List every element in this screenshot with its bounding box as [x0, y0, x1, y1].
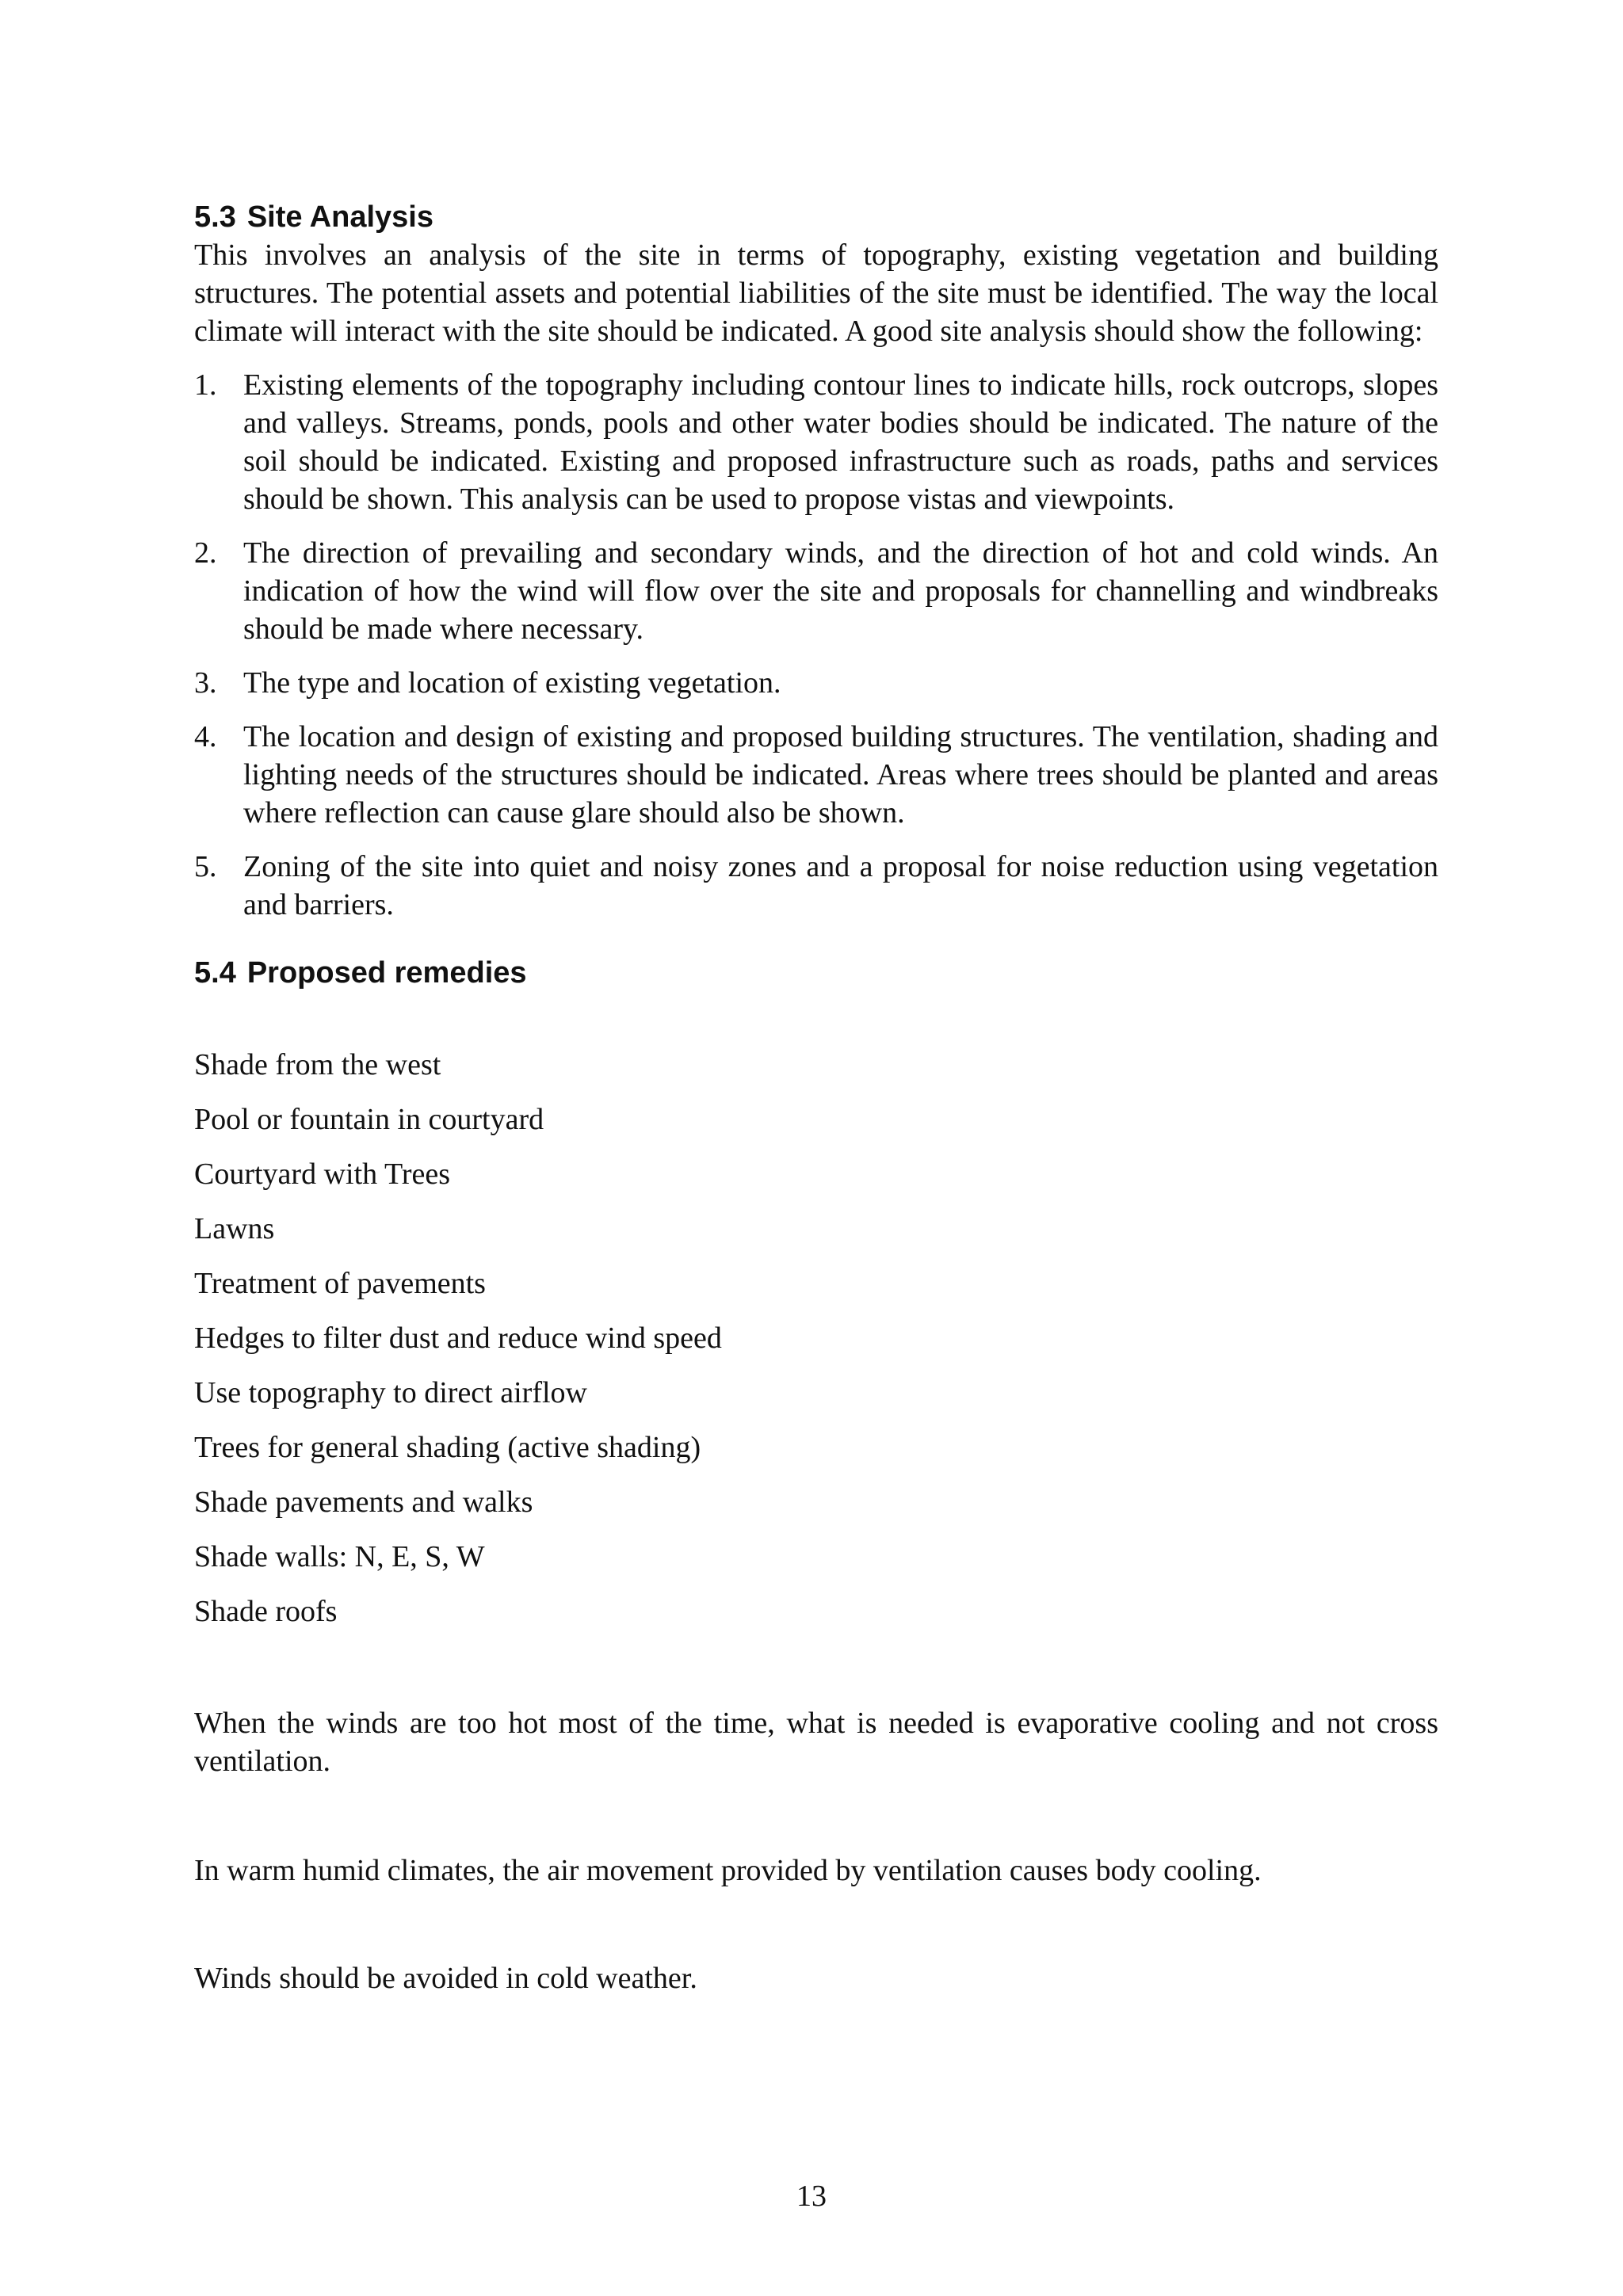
- list-item-text: Zoning of the site into quiet and noisy zones and a proposal for noise reduction using vegetation and barriers.: [243, 850, 1438, 921]
- list-item-text: The direction of prevailing and secondary winds, and the direction of hot and cold winds. An indication of how the wind will flow over the site and proposals for channelling and windbreaks should be made where necessary.: [243, 536, 1438, 646]
- list-item: [194, 718, 1438, 832]
- section-number: 5.3: [194, 200, 236, 234]
- remedy-item: Shade pavements and walks: [194, 1486, 533, 1519]
- paragraph-warm-humid: In warm humid climates, the air movement provided by ventilation causes body cooling.: [194, 1854, 1262, 1887]
- document-page: [194, 198, 1438, 1997]
- remedy-item: Shade from the west: [194, 1048, 441, 1081]
- remedy-item: Hedges to filter dust and reduce wind speed: [194, 1322, 722, 1355]
- list-marker: 3.: [194, 666, 217, 700]
- list-item-text: Existing elements of the topography including contour lines to indicate hills, rock outcrops, slopes and valleys. Streams, ponds, pools and other water bodies should be indicated. The nature of the soil should be indicated. Existing and proposed infrastructure such as roads, paths and services should be shown. This analysis can be used to propose vistas and viewpoints.: [243, 368, 1438, 516]
- section-title: Site Analysis: [246, 200, 433, 234]
- page-number: 13: [796, 2180, 827, 2213]
- remedy-item: Courtyard with Trees: [194, 1158, 450, 1191]
- site-analysis-list: [194, 366, 1438, 924]
- section-heading-site-analysis: [194, 198, 1438, 236]
- list-marker: 2.: [194, 536, 217, 570]
- remedy-item: Shade roofs: [194, 1595, 338, 1628]
- section-number: 5.4: [194, 956, 236, 990]
- section-title: Proposed remedies: [246, 956, 527, 990]
- list-item-text: The type and location of existing vegetation.: [243, 666, 781, 700]
- list-item: [194, 534, 1438, 648]
- paragraph-hot-winds: When the winds are too hot most of the time, what is needed is evaporative cooling and not cross ventilation.: [194, 1707, 1438, 1778]
- paragraph-cold-weather: Winds should be avoided in cold weather.: [194, 1962, 697, 1995]
- remedy-item: Shade walls: N, E, S, W: [194, 1540, 485, 1573]
- site-analysis-intro: This involves an analysis of the site in terms of topography, existing vegetation and building structures. The potential assets and potential liabilities of the site must be identified. The way the local climate will interact with the site should be indicated. A good site analysis should show the following:: [194, 238, 1438, 348]
- list-item: [194, 848, 1438, 924]
- remedy-item: Treatment of pavements: [194, 1267, 486, 1300]
- remedy-item: Lawns: [194, 1212, 275, 1245]
- list-item-text: The location and design of existing and proposed building structures. The ventilation, shading and lighting needs of the structures should be indicated. Areas where trees should be planted and areas where reflection can cause glare should also be shown.: [243, 720, 1438, 830]
- list-item: [194, 366, 1438, 518]
- remedies-list: [194, 1046, 1438, 1647]
- remedy-item: Trees for general shading (active shading): [194, 1431, 701, 1464]
- remedy-item: Pool or fountain in courtyard: [194, 1103, 544, 1136]
- section-heading-proposed-remedies: [194, 954, 1438, 992]
- remedy-item: Use topography to direct airflow: [194, 1376, 587, 1409]
- list-marker: 5.: [194, 850, 217, 883]
- list-item: [194, 664, 1438, 702]
- list-marker: 4.: [194, 720, 217, 753]
- list-marker: 1.: [194, 368, 217, 402]
